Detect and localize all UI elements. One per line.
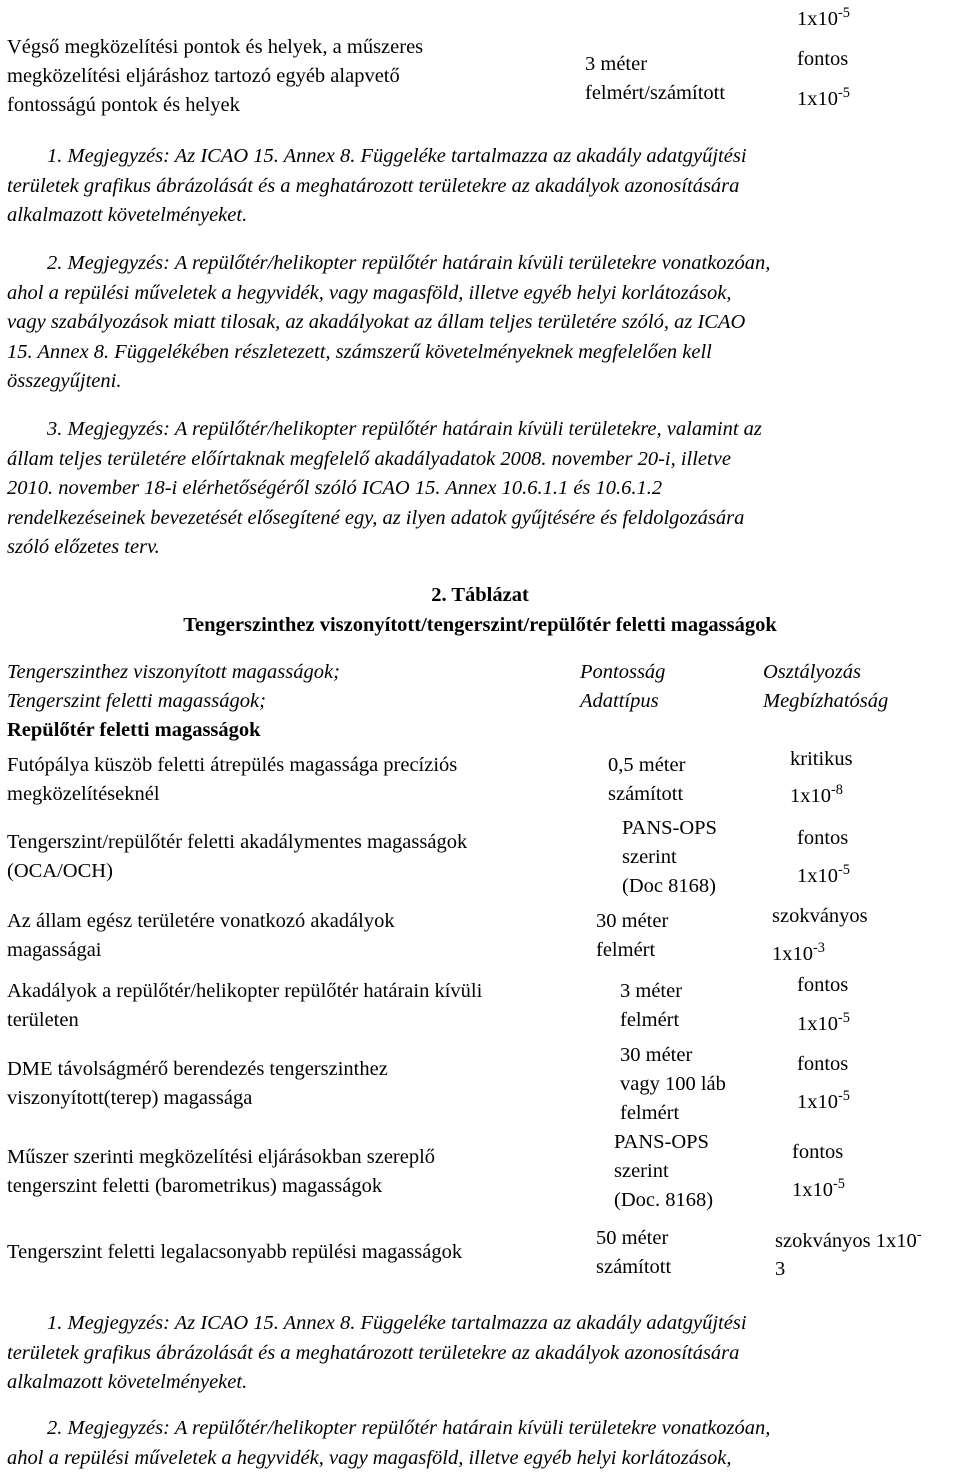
note-3: 3. Megjegyzés: A repülőtér/helikopter repülőtér határain kívüli területekre, valamint az állam teljes területére előírtaknak megfelelő akadályadatok 2008. november 20-i, illetve 2010. november 18-i elérhetőségéről szóló ICAO 15. Annex 10.6.1.1 és 10.6.1.2 rendelkezéseinek bevezetését elősegítené egy, az ilyen adatok gyűjtésére és feldolgozására szóló előzetes terv. <box>7 418 762 558</box>
section-title: Repülőtér feletti magasságok <box>7 719 261 741</box>
note-2: 2. Megjegyzés: A repülőtér/helikopter repülőtér határain kívüli területekre vonatkozóan, ahol a repülési műveletek a hegyvidék, vagy magasföld, illetve egyéb helyi korlátozások, vagy szabályozások miatt tilosak, az akadályokat az állam teljes területére szóló, az ICAO 15. Annex 8. Függelékében részletezett, számszerű követelményeknek megfelelően kell összegyűjteni. <box>7 252 771 392</box>
table-number: 2. Táblázat <box>431 584 529 606</box>
note-1: 1. Megjegyzés: Az ICAO 15. Annex 8. Függeléke tartalmazza az akadály adatgyűjtési területek grafikus ábrázolását és a meghatározott területekre az akadályok azonosítására alkalmazott követelményeket. <box>7 145 747 226</box>
note-2-repeat: 2. Megjegyzés: A repülőtér/helikopter repülőtér határain kívüli területekre vonatkozóan, ahol a repülési műveletek a hegyvidék, vagy magasföld, illetve egyéb helyi korlátozások, <box>7 1417 771 1469</box>
table-title: Tengerszinthez viszonyított/tengerszint/repülőtér feletti magasságok <box>183 614 777 636</box>
top-row-class-top: $1x10^{-5}$ <box>797 5 850 30</box>
note-1-repeat: 1. Megjegyzés: Az ICAO 15. Annex 8. Függeléke tartalmazza az akadály adatgyűjtési területek grafikus ábrázolását és a meghatározott területekre az akadályok azonosítására alkalmazott követelményeket. <box>7 1312 747 1393</box>
top-row-class: fontos <box>797 48 849 70</box>
top-row-class-bottom: $1x10^{-5}$ <box>797 85 850 110</box>
top-row-label: Végső megközelítési pontok és helyek, a műszeres megközelítési eljáráshoz tartozó egyéb alapvető fontosságú pontok és helyek <box>7 36 424 116</box>
header-col-class: Osztályozás Megbízhatóság <box>763 661 889 712</box>
top-row-accuracy: 3 méter felmért/számított <box>585 53 726 104</box>
header-col-height: Tengerszinthez viszonyított magasságok; Tengerszint feletti magasságok; <box>7 661 340 712</box>
header-col-accuracy: Pontosság Adattípus <box>580 661 666 712</box>
